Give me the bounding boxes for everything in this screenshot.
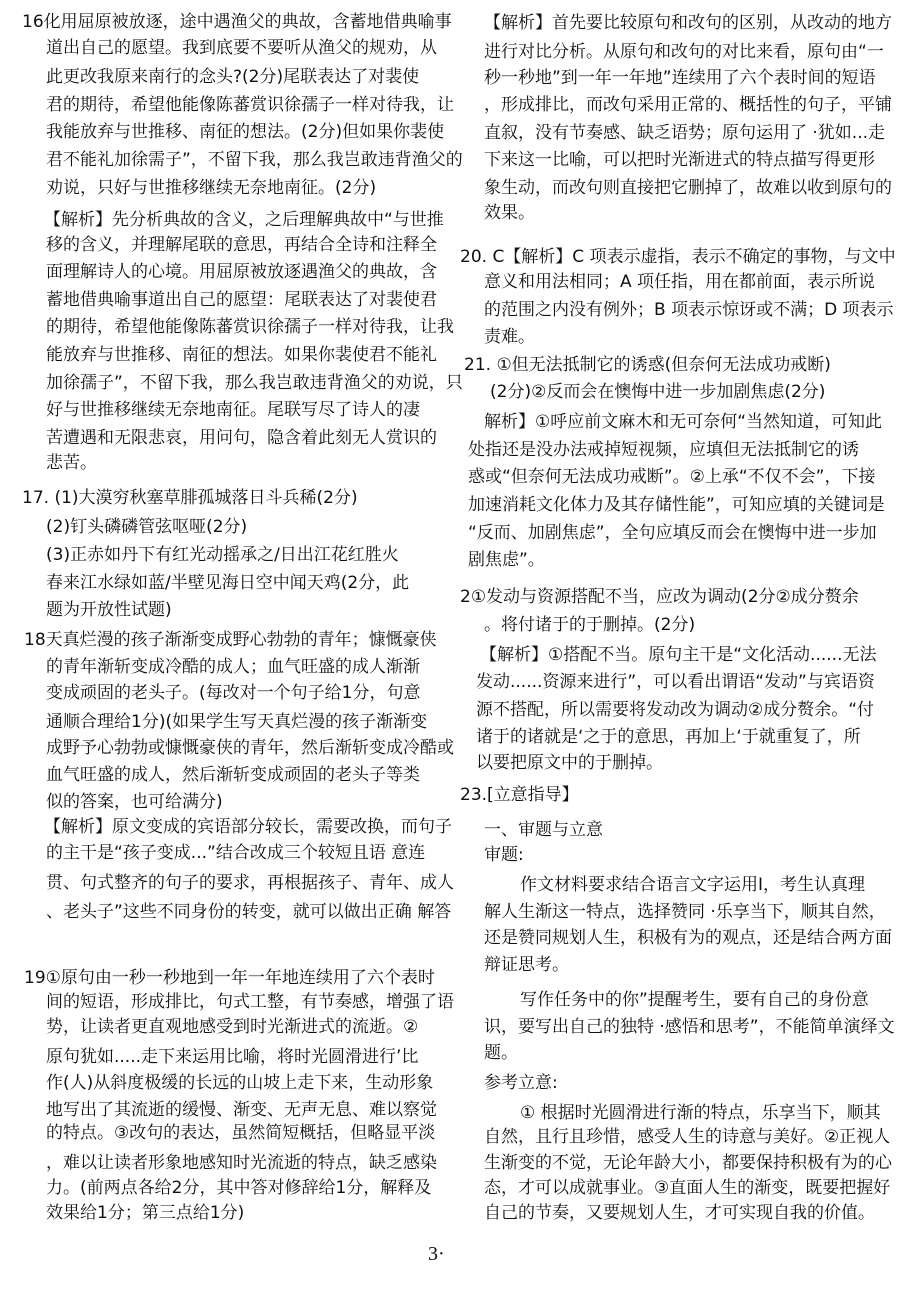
right-column-q21-analysis-line: 解析】①呼应前文麻木和无可奈何“当然知道，可知此	[484, 412, 883, 432]
left-column-q18-analysis-line: 【解析】原文变成的宾语部分较长，需要改换，而句子	[44, 817, 452, 837]
left-column-q16-analysis-line: 能放弃与世推移、南征的想法。如果你裴使君不能礼	[46, 345, 437, 365]
left-column-q19-line: 原句犹如.....走下来运用比喻，将时光圆滑进行’比	[46, 1047, 419, 1067]
left-column-q16-answer-line: 君的期待，希望他能像陈蕃赏识徐孺子一样对待我，让	[46, 95, 454, 115]
right-column-q23-section-line: 一、审题与立意	[484, 820, 603, 840]
right-column-q19-analysis-line: ，形成排比，而改句采用正常的、概括性的句子，平铺	[484, 95, 892, 115]
left-column-q18-answer-line: 成野予心勃勃或慷慨豪侠的青年，然后渐斩变成冷酷或	[46, 738, 454, 758]
right-column-q23-review-p1-line: 还是赞同规划人生，积极有为的观点，还是结合两方面	[484, 928, 892, 948]
right-column-q19-analysis-line: 进行对比分析。从原句和改句的对比来看，原句由“一	[484, 42, 884, 62]
right-column-q21-analysis-line: 惑或“但奈何无法成功戒断”。②上承“不仅不会”，下接	[468, 467, 876, 487]
right-column-q23-review-p1-line: 辩证思考。	[484, 955, 569, 975]
right-column-q23-reference-line: 自然，且行且珍惜，感受人生的诗意与美好。②正视人	[484, 1127, 891, 1147]
left-column-q18-answer-line: 变成顽固的老头子。(每改对一个句子给1分，句意	[46, 683, 421, 703]
right-column-q22-analysis-line: 发动......资源来进行”，可以看出谓语“发动”与宾语资	[476, 672, 875, 692]
left-column-q19-line: ，难以让读者形象地感知时光流逝的特点，缺乏感染	[46, 1153, 437, 1173]
left-column-q16-answer-line: 劝说，只好与世推移继续无奈地南征。(2分)	[46, 178, 377, 198]
left-column-q17-line: (2)钉头磷磷管弦呕哑(2分)	[46, 517, 248, 537]
right-column-q19-analysis-line: 下来这一比喻，可以把时光渐进式的特点描写得更形	[484, 150, 875, 170]
right-column-q19-analysis-line: 秒一秒地”到一年一年地”连续用了六个表时间的短语	[484, 68, 876, 88]
right-column-q23-reference-label-line: 参考立意:	[484, 1073, 558, 1093]
left-column-q16-answer-line: 道出自己的愿望。我到底要不要听从渔父的规劝，从	[46, 38, 437, 58]
left-column-q16-analysis-line: 加徐孺子”，不留下我，那么我岂敢违背渔父的劝说，只	[46, 373, 463, 393]
left-column-q16-analysis-line: 的期待，希望他能像陈蕃赏识徐孺子一样对待我，让我	[46, 317, 454, 337]
page-number: 3·	[428, 1243, 445, 1265]
right-column-q20-line: 责难。	[484, 327, 535, 347]
left-column-q16-analysis-line: 苦遭遇和无限悲哀，用问句，隐含着此刻无人赏识的	[46, 428, 437, 448]
right-column-q21-answer-line: (2分)②反而会在懊悔中进一步加剧焦虑(2分)	[490, 382, 826, 402]
left-column-q16-answer-line: 此更改我原来南行的念头?(2分)尾联表达了对裴使	[46, 67, 420, 87]
left-column-q18-answer-line: 18天真烂漫的孩子渐渐变成野心勃勃的青年；慷慨豪侠	[24, 630, 437, 650]
right-column-q23-review-p2-line: 识，要写出自己的独特 ·感悟和思考”，不能简单演绎文	[484, 1017, 895, 1037]
left-column-q18-answer-line: 似的答案，也可给满分)	[46, 792, 223, 812]
right-column-q20-line: 20. C【解析】C 项表示虚指，表示不确定的事物，与文中	[460, 247, 896, 267]
left-column-q19-line: 作(人)从斜度极缓的长远的山坡上走下来，生动形象	[46, 1073, 434, 1093]
left-column-q17-line: 题为开放性试题)	[46, 600, 172, 620]
left-column-q18-analysis-line: 的主干是“孩子变成...”结合改成三个较短且语 意连	[46, 843, 426, 863]
right-column-q21-analysis-line: 处指还是没办法戒掉短视频，应填但无法抵制它的诱	[468, 440, 859, 460]
right-column-q19-analysis-line: 效果。	[484, 203, 535, 223]
left-column-q16-analysis-line: 好与世推移继续无奈地南征。尾联写尽了诗人的凄	[46, 400, 420, 420]
right-column-q22-analysis-line: 诸于的诸就是‘之于的意思，再加上‘于就重复了，所	[476, 727, 861, 747]
left-column-q17-line: 春来江水绿如蓝/半壁见海日空中闻天鸡(2分，此	[46, 573, 410, 593]
right-column-q20-line: 的范围之内没有例外；B 项表示惊讶或不满；D 项表示	[484, 300, 894, 320]
right-column-q23-reference-line: ① 根据时光圆滑进行渐的特点，乐享当下，顺其	[520, 1103, 881, 1123]
right-column-q22-answer-line: 2①发动与资源搭配不当，应改为调动(2分②成分赘余	[460, 587, 859, 607]
right-column-q23-review-label-line: 审题:	[484, 845, 524, 865]
right-column-q19-analysis-line: 直叙，没有节奏感、缺乏语势；原句运用了 ·犹如...走	[484, 123, 886, 143]
left-column-q17-line: 17. (1)大漠穷秋塞草腓孤城落日斗兵稀(2分)	[22, 488, 358, 508]
left-column-q19-line: 地写出了其流逝的缓慢、渐变、无声无息、难以察觉	[46, 1100, 437, 1120]
right-column-q23-review-p2-line: 题。	[484, 1043, 518, 1063]
right-column-q23-review-p1-line: 作文材料要求结合语言文字运用I，考生认真理	[520, 875, 866, 895]
left-column-q19-line: 19①原句由一秒一秒地到一年一年地连续用了六个表时	[24, 968, 435, 988]
left-column-q16-analysis-line: 移的含义，并理解尾联的意思，再结合全诗和注释全	[46, 235, 437, 255]
left-column-q18-analysis-line: 、老头子”这些不同身份的转变，就可以做出正确 解答	[46, 902, 452, 922]
left-column-q16-answer-line: 君不能礼加徐需子”，不留下我，那么我岂敢违背渔父的	[46, 150, 463, 170]
right-column-q23-review-p1-line: 解人生渐这一特点，选择赞同 ·乐享当下，顺其自然，	[484, 902, 886, 922]
left-column-q17-line: (3)正赤如丹下有红光动摇承之/日出江花红胜火	[46, 545, 399, 565]
right-column-q21-answer-line: 21. ①但无法抵制它的诱惑(但奈何无法成功戒断)	[464, 355, 831, 375]
right-column-q20-line: 意义和用法相同；A 项任指，用在都前面，表示所说	[484, 272, 876, 292]
right-column-q19-analysis-line: 【解析】首先要比较原句和改句的区别，从改动的地方	[484, 13, 892, 33]
right-column-q23-review-p2-line: 写作任务中的你”提醒考生，要有自己的身份意	[520, 990, 869, 1010]
left-column-q18-answer-line: 的青年渐斩变成冷酷的成人；血气旺盛的成人渐渐	[46, 657, 420, 677]
left-column-q19-line: 间的短语，形成排比，句式工整，有节奏感，增强了语	[46, 992, 454, 1012]
right-column-q19-analysis-line: 象生动，而改句则直接把它删掉了，故难以收到原句的	[484, 178, 892, 198]
right-column-q21-analysis-line: 剧焦虑”。	[468, 550, 545, 570]
left-column-q19-line: 的特点。③改句的表达，虽然简短概括，但略显平淡	[46, 1123, 436, 1143]
left-column-q16-analysis-line: 蓄地借典喻事道出自己的愿望：尾联表达了对裴使君	[46, 290, 437, 310]
right-column-q23-title-line: 23.[立意指导】	[460, 785, 579, 805]
left-column-q19-line: 力。(前两点各给2分，其中答对修辞给1分，解释及	[46, 1178, 432, 1198]
right-column-q23-reference-line: 自己的节奏，又要规划人生，才可实现自我的价值。	[484, 1203, 875, 1223]
left-column-q18-analysis-line: 贯、句式整齐的句子的要求，再根据孩子、青年、成人	[46, 873, 454, 893]
right-column-q22-analysis-line: 源不搭配，所以需要将发动改为调动②成分赘余。“付	[476, 700, 875, 720]
right-column-q23-reference-line: 态，才可以成就事业。③直面人生的渐变，既要把握好	[484, 1178, 891, 1198]
left-column-q18-answer-line: 血气旺盛的成人，然后渐斩变成顽固的老头子等类	[46, 765, 420, 785]
left-column-q16-analysis-line: 【解析】先分析典故的含义，之后理解典故中“与世推	[44, 210, 444, 230]
left-column-q19-line: 势，让读者更直观地感受到时光渐进式的流逝。②	[46, 1017, 419, 1037]
right-column-q23-reference-line: 生渐变的不觉，无论年龄大小，都要保持积极有为的心	[484, 1153, 892, 1173]
left-column-q18-answer-line: 通顺合理给1分)(如果学生写天真烂漫的孩子渐渐变	[46, 712, 428, 732]
left-column-q16-answer-line: 16化用屈原被放逐，途中遇渔父的典故，含蓄地借典喻事	[22, 12, 452, 32]
right-column-q21-analysis-line: “反而、加剧焦虑”，全句应填反而会在懊悔中进一步加	[468, 523, 877, 543]
right-column-q22-analysis-line: 【解析】①搭配不当。原句主干是“文化活动......无法	[480, 645, 877, 665]
left-column-q19-line: 效果给1分；第三点给1分)	[46, 1203, 245, 1223]
right-column-q21-analysis-line: 加速消耗文化体力及其存储性能”，可知应填的关键词是	[468, 495, 885, 515]
right-column-q22-answer-line: 。将付诸于的于删掉。(2分)	[484, 615, 696, 635]
left-column-q16-analysis-line: 悲苦。	[46, 453, 97, 473]
right-column-q22-analysis-line: 以要把原文中的于删掉。	[476, 753, 663, 773]
left-column-q16-answer-line: 我能放弃与世推移、南征的想法。(2分)但如果你裴使	[46, 122, 445, 142]
left-column-q16-analysis-line: 面理解诗人的心境。用屈原被放逐遇渔父的典故，含	[46, 262, 437, 282]
